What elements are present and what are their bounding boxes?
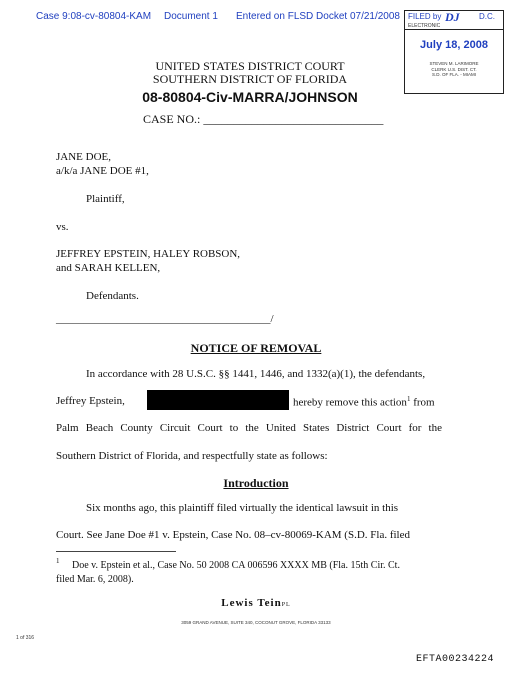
defendants-names: JEFFREY EPSTEIN, HALEY ROBSON,	[56, 248, 241, 260]
footnote-rule	[56, 551, 176, 552]
title-wrap	[0, 341, 512, 356]
para2-line2: Court. See Jane Doe #1 v. Epstein, Case No. 08–cv-80069-KAM (S.D. Fla. filed	[56, 529, 410, 541]
case-number: 08-80804-Civ-MARRA/JOHNSON	[142, 89, 358, 105]
defendants-role: Defendants.	[86, 290, 139, 302]
footnote-line1: Doe v. Epstein et al., Case No. 50 2008 CA 006596 XXXX MB (Fla. 15th Cir. Ct.	[72, 560, 400, 571]
stamp-clerk-line: STEVEN M. LARIMORE	[429, 61, 479, 66]
para1-line3: Palm Beach County Circuit Court to the United States District Court for the	[56, 422, 442, 434]
stamp-electronic: ELECTRONIC	[408, 23, 441, 29]
firm-suffix: PL	[281, 602, 291, 608]
para1-line4: Southern District of Florida, and respectfully state as follows:	[56, 450, 328, 462]
stamp-clerk-line: CLERK U.S. DIST. CT.	[431, 66, 477, 72]
stamp-clerk-line: S.D. OF FLA. - MIAMI	[431, 72, 476, 77]
court-district: SOUTHERN DISTRICT OF FLORIDA	[152, 72, 348, 86]
bates-number: EFTA00234224	[415, 654, 494, 665]
section-wrap	[0, 476, 512, 491]
document-title: NOTICE OF REMOVAL	[190, 341, 322, 355]
para2-line1: Six months ago, this plaintiff filed virtually the identical lawsuit in this	[86, 502, 399, 514]
para1-line1: In accordance with 28 U.S.C. §§ 1441, 1446, and 1332(a)(1), the defendants,	[86, 368, 426, 380]
plaintiff-name: JANE DOE,	[56, 151, 111, 163]
para1-line2-right	[293, 395, 435, 409]
footnote-marker: 1	[56, 557, 60, 565]
stamp-filed-by: FILED by	[408, 12, 442, 21]
firm-address: 3059 GRAND AVENUE, SUITE 340, COCONUT GROVE, FLORIDA 33133	[181, 620, 331, 625]
defendants-names-cont: and SARAH KELLEN,	[56, 262, 161, 274]
firm-name: Lewis Tein	[221, 597, 282, 609]
stamp-initials: DJ	[445, 10, 460, 24]
footnote-ref: 1	[406, 395, 411, 403]
filing-stamp	[404, 10, 504, 94]
para1-line2-left: Jeffrey Epstein,	[56, 395, 125, 407]
stamp-dc: D.C.	[479, 12, 495, 21]
firm-logo	[0, 597, 512, 609]
case-no-label: CASE NO.: ______________________________	[143, 112, 384, 126]
plaintiff-alias: a/k/a JANE DOE #1,	[56, 165, 149, 177]
page-count: 1 of 316	[16, 635, 35, 641]
docket-case-number: Case 9:08-cv-80804-KAM	[36, 11, 152, 22]
docket-document: Document 1	[164, 11, 218, 22]
versus: vs.	[56, 221, 69, 233]
para1-line2-end: from	[413, 396, 435, 409]
footnote-line2: filed Mar. 6, 2008).	[56, 574, 134, 585]
court-name: UNITED STATES DISTRICT COURT	[155, 59, 345, 73]
redaction-box	[147, 390, 289, 410]
stamp-clerk	[405, 61, 503, 78]
stamp-divider	[405, 29, 503, 30]
docket-entered: Entered on FLSD Docket 07/21/2008	[236, 11, 400, 22]
section-heading: Introduction	[223, 476, 289, 490]
para1-line2-text: hereby remove this action	[293, 396, 407, 409]
stamp-date: July 18, 2008	[420, 39, 488, 51]
caption-separator: _______________________________________/	[56, 313, 274, 325]
plaintiff-role: Plaintiff,	[86, 193, 125, 205]
